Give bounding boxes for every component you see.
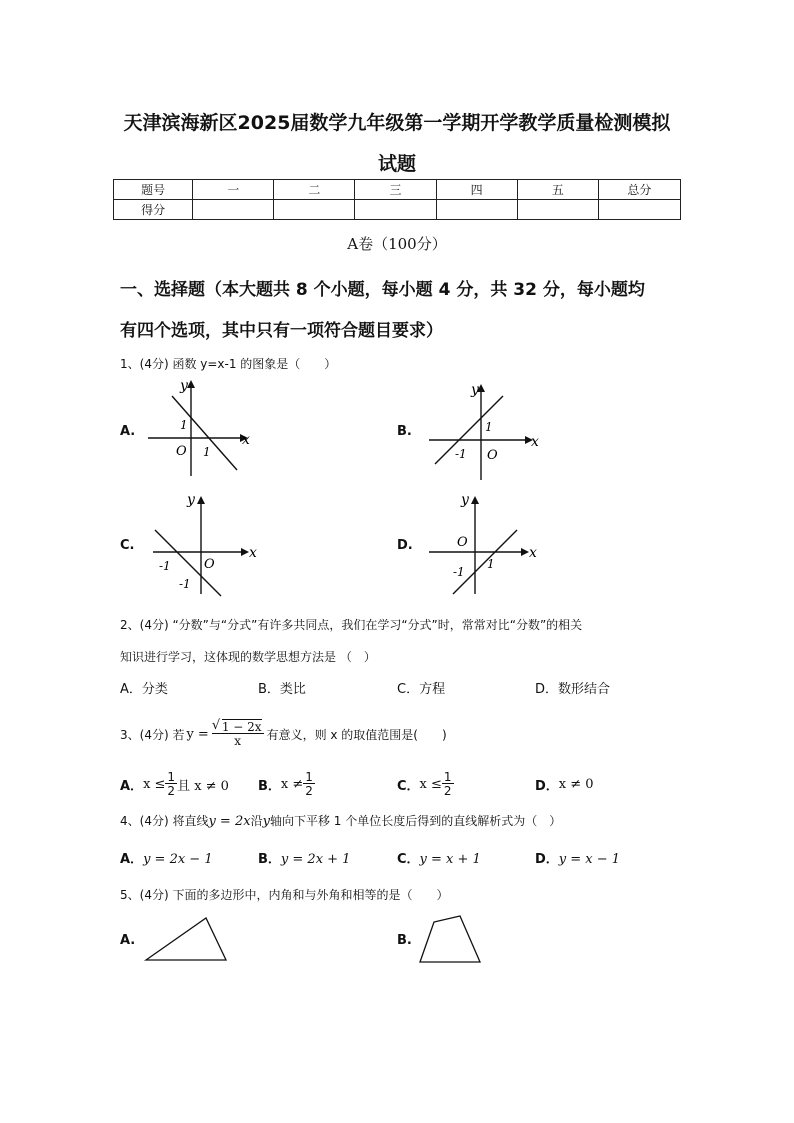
graph-b-y-intercept-label: 1 xyxy=(485,420,493,434)
q4-option-b-label: B． xyxy=(258,852,281,867)
q3-option-b-frac xyxy=(303,771,315,797)
graph-a-x-intercept-label: 1 xyxy=(203,445,211,459)
q5-option-a-label: A. xyxy=(120,933,136,948)
graph-d-x-label: x xyxy=(529,545,537,561)
sqrt-icon: √ xyxy=(211,718,221,733)
q1-stem: 1、(4分) 函数 y=x-1 的图象是（ ） xyxy=(120,357,337,371)
frac-denominator: 2 xyxy=(443,784,452,798)
graph-a-x-label: x xyxy=(242,432,250,448)
graph-b-y-label: y xyxy=(471,382,479,398)
q3-fraction xyxy=(211,718,264,748)
q3-option-a-post: 且 x ≠ 0 xyxy=(177,778,229,794)
score-row-label: 得分 xyxy=(114,200,193,220)
q4-option-a-expr: y = 2x − 1 xyxy=(143,852,213,867)
score-table xyxy=(113,179,681,220)
q1-graph-a xyxy=(140,376,260,482)
graph-d-origin-label: O xyxy=(457,535,468,550)
graph-a-origin-label: O xyxy=(176,444,187,459)
score-cell[interactable] xyxy=(274,200,355,220)
section1-heading-line1: 一、选择题（本大题共 8 个小题，每小题 4 分，共 32 分，每小题均 xyxy=(120,280,645,300)
graph-d-y-intercept-label: -1 xyxy=(453,565,465,579)
q3-option-d-pre: x ≠ 0 xyxy=(558,776,594,792)
q1-option-a-label: A. xyxy=(120,424,136,439)
frac-denominator: 2 xyxy=(167,784,176,798)
q1-option-c-label: C. xyxy=(120,538,135,553)
frac-numerator: 1 xyxy=(305,770,313,784)
q3-option-c-frac xyxy=(442,771,454,797)
graph-d-x-intercept-label: 1 xyxy=(487,557,495,571)
q3-prefix: 3、(4分) 若 xyxy=(120,727,185,742)
graph-b-x-intercept-label: -1 xyxy=(455,447,467,461)
q3-stem xyxy=(120,712,447,756)
score-header-cell: 题号 xyxy=(114,180,193,200)
q4-option-c-label: C． xyxy=(397,852,420,867)
q3-option-c-label: C． xyxy=(397,778,420,794)
graph-b-origin-label: O xyxy=(487,448,498,463)
q1-option-d-label: D. xyxy=(397,538,413,553)
doc-title-line2: 试题 xyxy=(377,153,416,175)
q1-option-b-label: B. xyxy=(397,424,412,439)
graph-c-y-intercept-label: -1 xyxy=(179,577,191,591)
q3-option-a[interactable] xyxy=(120,764,229,804)
frac-numerator: 1 xyxy=(443,770,452,784)
q3-option-b-pre: x ≠ xyxy=(280,776,304,792)
q4-option-c[interactable] xyxy=(397,848,481,867)
q3-option-d[interactable] xyxy=(535,764,594,804)
q4-stem xyxy=(120,812,561,829)
q2-option-a[interactable]: A．分类 xyxy=(120,682,168,697)
q2-option-b[interactable]: B．类比 xyxy=(258,682,306,697)
q3-option-a-frac xyxy=(165,771,177,797)
q4-option-a-label: A． xyxy=(120,852,144,867)
score-header-cell: 一 xyxy=(193,180,274,200)
q3-option-c[interactable] xyxy=(397,764,454,804)
graph-a-y-label: y xyxy=(180,378,188,394)
graph-c-x-label: x xyxy=(249,545,257,561)
score-header-cell: 总分 xyxy=(598,180,680,200)
q1-graph-b xyxy=(425,380,545,482)
q4-option-d-label: D． xyxy=(535,852,559,867)
q4-option-b-expr: y = 2x + 1 xyxy=(280,852,351,867)
score-header-cell: 三 xyxy=(355,180,436,200)
q4-line-expr: y = 2x xyxy=(208,814,251,829)
q4-suffix: 轴向下平移 1 个单位长度后得到的直线解析式为（ ） xyxy=(269,814,562,828)
graph-d-y-label: y xyxy=(461,492,469,508)
score-cell[interactable] xyxy=(436,200,517,220)
q4-option-d-expr: y = x − 1 xyxy=(558,852,621,867)
q5-stem: 5、(4分) 下面的多边形中，内角和与外角和相等的是（ ） xyxy=(120,888,449,902)
q4-option-c-expr: y = x + 1 xyxy=(419,852,481,867)
q1-graph-c xyxy=(145,488,265,598)
score-cell[interactable] xyxy=(355,200,436,220)
frac-numerator: 1 xyxy=(167,770,176,784)
section1-heading-line2: 有四个选项，其中只有一项符合题目要求） xyxy=(120,321,443,341)
q3-option-b[interactable] xyxy=(258,764,315,804)
score-table-score-row xyxy=(114,200,681,220)
q3-option-a-pre: x ≤ xyxy=(143,776,166,792)
q4-option-b[interactable] xyxy=(258,848,350,867)
score-header-cell: 二 xyxy=(274,180,355,200)
q3-sqrt-body: 1 − 2x xyxy=(221,720,262,734)
q5-quadrilateral-shape xyxy=(416,910,488,966)
score-table-header-row xyxy=(114,180,681,200)
doc-title-line1: 天津滨海新区2025届数学九年级第一学期开学教学质量检测模拟 xyxy=(123,112,671,134)
paper-a-heading: A卷（100分） xyxy=(347,235,447,253)
q4-option-a[interactable] xyxy=(120,848,213,867)
q4-middle: 沿 xyxy=(250,814,263,828)
q3-y-eq: y = xyxy=(186,726,209,742)
q2-stem-line2: 知识进行学习，这体现的数学思想方法是 （ ） xyxy=(120,650,376,664)
q3-option-d-label: D． xyxy=(535,778,559,794)
frac-denominator: 2 xyxy=(305,784,313,798)
q2-stem-line1: 2、(4分) “分数”与“分式”有许多共同点，我们在学习“分式”时，常常对比“分数”的相关 xyxy=(120,618,583,632)
q1-graph-d xyxy=(425,488,545,598)
score-header-cell: 五 xyxy=(517,180,598,200)
q3-sqrt xyxy=(211,718,264,734)
graph-c-x-intercept-label: -1 xyxy=(159,559,171,573)
q2-option-d[interactable]: D．数形结合 xyxy=(535,682,611,697)
score-cell[interactable] xyxy=(598,200,680,220)
score-cell[interactable] xyxy=(193,200,274,220)
q4-prefix: 4、(4分) 将直线 xyxy=(120,814,209,828)
graph-c-y-label: y xyxy=(187,492,195,508)
q4-axis: y xyxy=(262,814,270,829)
graph-a-y-intercept-label: 1 xyxy=(180,418,188,432)
q3-denominator: x xyxy=(234,734,242,748)
q3-option-c-pre: x ≤ xyxy=(419,776,442,792)
q3-suffix: 有意义，则 x 的取值范围是( ) xyxy=(266,727,447,742)
q4-option-d[interactable] xyxy=(535,848,620,867)
graph-c-origin-label: O xyxy=(204,557,215,572)
q5-option-b-label: B. xyxy=(397,933,412,948)
score-header-cell: 四 xyxy=(436,180,517,200)
graph-b-x-label: x xyxy=(531,434,539,450)
q2-option-c[interactable]: C．方程 xyxy=(397,682,446,697)
score-cell[interactable] xyxy=(517,200,598,220)
q3-option-a-label: A． xyxy=(120,778,144,794)
q5-triangle-shape xyxy=(140,912,232,966)
q3-option-b-label: B． xyxy=(258,778,281,794)
